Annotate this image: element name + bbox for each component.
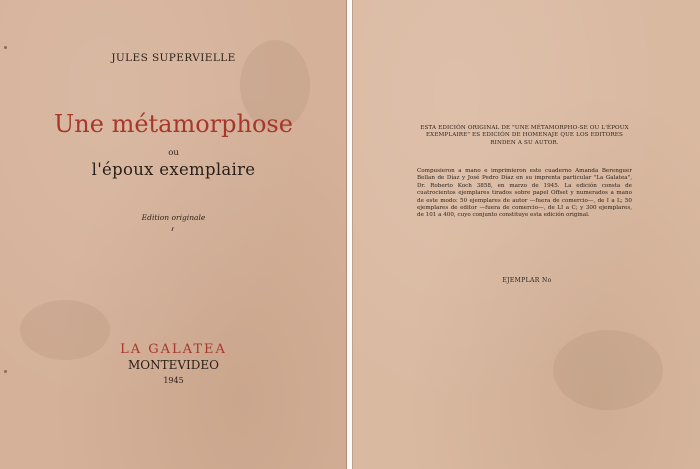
- book-title: Une métamorphose: [54, 110, 293, 138]
- publisher-name: LA GALATEA: [120, 342, 227, 357]
- colophon-page: [352, 0, 700, 469]
- book-subtitle: l'époux exemplaire: [91, 160, 256, 179]
- title-connector: ou: [168, 148, 179, 158]
- publication-year: 1945: [163, 376, 184, 385]
- colophon-body: Compusieron a mano e imprimieron este cuaderno Amanda Berenguer Bellan de Díaz y José Pedro Díaz en su imprenta particular "La Galatea", Dr. Roberto Koch 3858, en marzo de 1945. La edición consta de cuatrocientos ejemplares tirados sobre papel Offset y numerados a mano de este modo: 50 ejemplares de autor —fuera de comercio—, de I a L; 50 ejemplares de editor —fuera de comercio—, de LI a C; y 300 ejemplares, de 101 a 400, cuyo conjunto constituye esta edición original.: [417, 168, 632, 219]
- paper-stain: [553, 330, 663, 410]
- colophon-heading: ESTA EDICIÓN ORIGINAL DE "UNE MÉTAMORPHO-SE OU L'ÉPOUX EXEMPLAIRE" ES EDICIÓN DE HOMENAJE QUE LOS EDITORES RINDEN A SU AUTOR.: [420, 125, 629, 146]
- binding-mark: [4, 46, 7, 49]
- ejemplar-number-label: EJEMPLAR No: [502, 277, 552, 284]
- publication-city: MONTEVIDEO: [127, 358, 219, 372]
- ink-mark: [171, 227, 173, 231]
- author-name: JULES SUPERVIELLE: [111, 52, 236, 64]
- front-cover-page: [0, 0, 347, 469]
- edition-note: Edition originale: [141, 213, 206, 222]
